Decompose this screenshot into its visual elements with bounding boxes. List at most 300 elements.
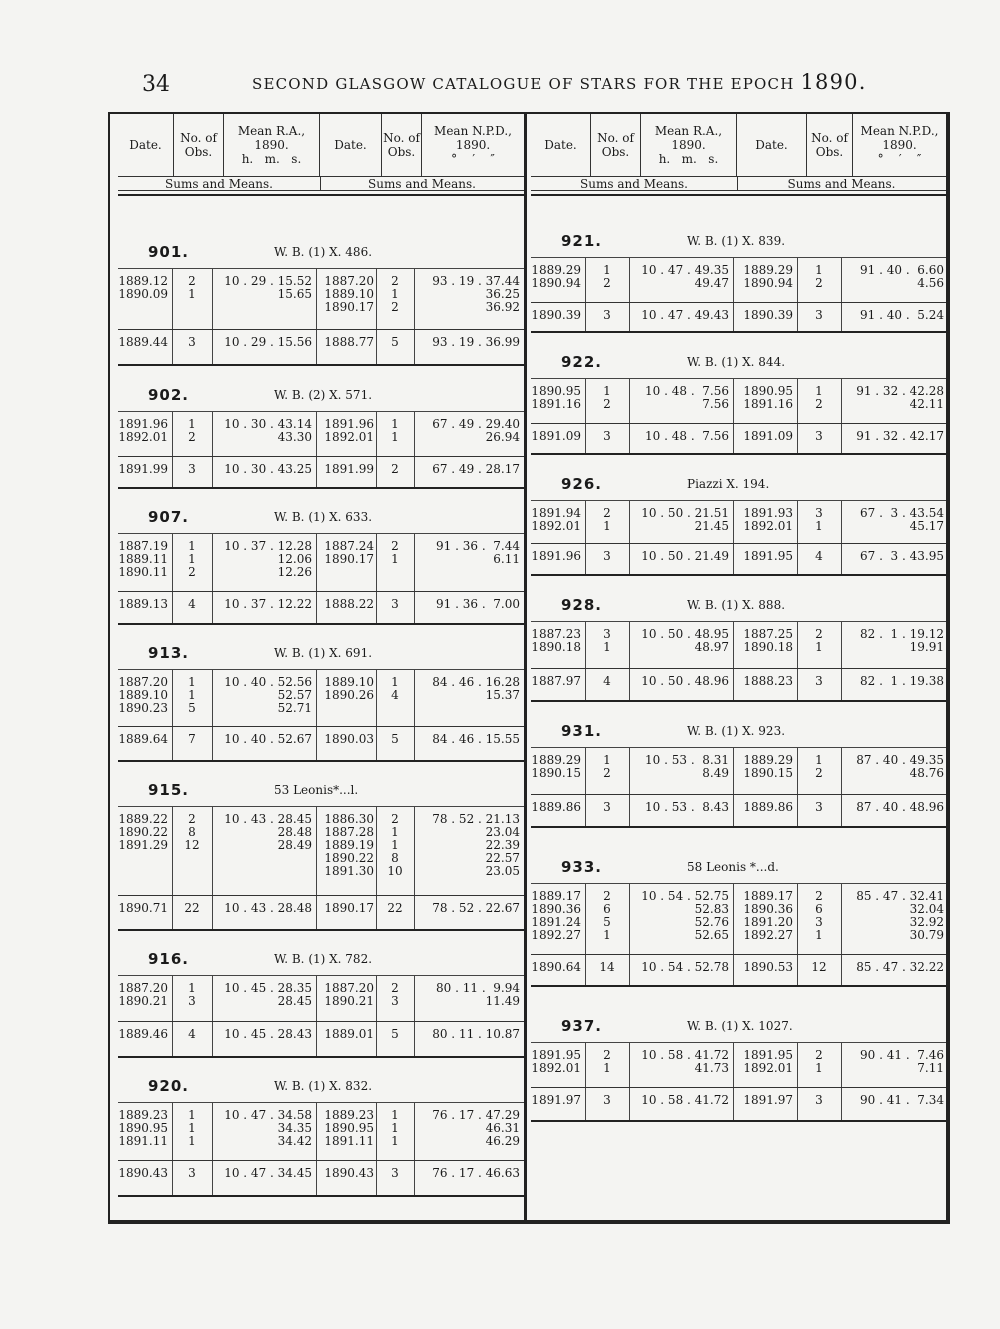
column-rule (841, 622, 842, 668)
column-rule (797, 1043, 798, 1087)
column-rule (172, 592, 173, 623)
column-rule (414, 330, 415, 364)
column-rule (585, 884, 586, 954)
sum-mean-ra: 10 . 54 . 52.78 (641, 960, 729, 974)
obs-date-npd: 1886.30 1887.28 1889.19 1890.22 1891.30 (324, 812, 374, 878)
obs-obs-ra: 1 2 (603, 753, 611, 780)
obs-obs-npd: 3 1 (815, 506, 823, 533)
obs-date-ra: 1889.23 1890.95 1891.11 (118, 1108, 168, 1148)
sum-mean-npd: 87 . 40 . 48.96 (856, 800, 944, 814)
star-heading (118, 494, 524, 534)
star-heading (531, 1003, 946, 1043)
star-designation: W. B. (1) X. 1027. (687, 1019, 793, 1033)
sum-obs-npd: 5 (391, 335, 399, 349)
header-date-ra: Date. (531, 114, 591, 176)
sum-obs-ra: 3 (188, 462, 196, 476)
obs-date-ra: 1891.95 1892.01 (531, 1048, 581, 1075)
sum-date-ra: 1890.64 (531, 960, 581, 974)
sums-row (118, 591, 524, 623)
running-title-year: 1890. (800, 70, 867, 94)
column-rule (733, 1043, 734, 1087)
column-rule (841, 1088, 842, 1120)
sum-obs-ra: 3 (603, 308, 611, 322)
star-designation: W. B. (1) X. 691. (274, 646, 373, 660)
star-designation: W. B. (1) X. 844. (687, 355, 786, 369)
column-rule (629, 258, 630, 302)
header-obs-npd: No. of Obs. (382, 114, 422, 176)
obs-date-ra: 1887.20 1889.10 1890.23 (118, 675, 168, 715)
sum-obs-ra: 7 (188, 732, 196, 746)
sums-and-means-ra: Sums and Means. (165, 177, 273, 191)
star-heading (118, 936, 524, 976)
column-rule (316, 534, 317, 591)
obs-mean-ra: 10 . 58 . 41.72 41.73 (641, 1048, 729, 1075)
column-rule (797, 379, 798, 423)
sum-date-npd: 1889.01 (324, 1027, 374, 1041)
sum-date-npd: 1891.99 (324, 462, 374, 476)
sums-row (118, 1021, 524, 1056)
obs-mean-npd: 80 . 11 . 9.94 11.49 (436, 981, 520, 1008)
obs-mean-npd: 85 . 47 . 32.41 32.04 32.92 30.79 (856, 889, 944, 942)
column-rule (212, 976, 213, 1021)
observation-row (118, 670, 524, 726)
column-rule (797, 501, 798, 543)
obs-date-npd: 1889.17 1890.36 1891.20 1892.27 (743, 889, 793, 942)
column-rule (172, 896, 173, 929)
sum-date-npd: 1890.53 (743, 960, 793, 974)
obs-mean-ra: 10 . 47 . 49.35 49.47 (641, 263, 729, 290)
column-rule (316, 592, 317, 623)
column-rule (316, 1022, 317, 1056)
observation-row (118, 412, 524, 456)
column-rule (585, 795, 586, 826)
obs-obs-ra: 2 1 (603, 506, 611, 533)
star-entry (531, 582, 946, 702)
column-rule (414, 534, 415, 591)
sum-obs-npd: 2 (391, 462, 399, 476)
header-rule (118, 191, 524, 196)
header-mean-ra: Mean R.A., 1890. h. m. s. (641, 114, 737, 176)
sums-row (118, 329, 524, 364)
left-column (118, 114, 524, 1222)
column-rule (212, 670, 213, 726)
star-number: 915. (148, 781, 190, 799)
column-rule (841, 955, 842, 985)
sum-mean-ra: 10 . 37 . 12.22 (224, 597, 312, 611)
column-rule (629, 884, 630, 954)
obs-date-ra: 1890.95 1891.16 (531, 384, 581, 411)
obs-obs-npd: 1 4 (391, 675, 399, 702)
column-rule (585, 669, 586, 700)
star-designation: W. B. (2) X. 571. (274, 388, 373, 402)
column-rule (376, 412, 377, 456)
obs-obs-ra: 1 2 (603, 384, 611, 411)
sum-mean-ra: 10 . 50 . 48.96 (641, 674, 729, 688)
column-rule (733, 424, 734, 453)
obs-date-ra: 1889.29 1890.94 (531, 263, 581, 290)
sum-mean-ra: 10 . 43 . 28.48 (224, 901, 312, 915)
column-rule (212, 727, 213, 760)
column-rule (414, 1103, 415, 1160)
column-rule (841, 303, 842, 331)
observation-row (118, 1103, 524, 1160)
sum-date-npd: 1889.86 (743, 800, 793, 814)
star-designation: W. B. (1) X. 832. (274, 1079, 373, 1093)
column-rule (172, 807, 173, 895)
sum-obs-ra: 3 (603, 1093, 611, 1107)
column-rule (316, 457, 317, 487)
column-rule (212, 534, 213, 591)
column-rule (316, 807, 317, 895)
star-entry (118, 372, 524, 489)
sum-date-npd: 1888.22 (324, 597, 374, 611)
column-rule (797, 303, 798, 331)
obs-date-ra: 1889.17 1890.36 1891.24 1892.27 (531, 889, 581, 942)
sum-mean-ra: 10 . 53 . 8.43 (645, 800, 729, 814)
sum-date-ra: 1891.97 (531, 1093, 581, 1107)
star-number: 901. (148, 243, 190, 261)
observation-row (531, 501, 946, 543)
header-obs-npd: No. of Obs. (807, 114, 853, 176)
sum-obs-npd: 5 (391, 1027, 399, 1041)
column-rule (585, 303, 586, 331)
header-obs-ra: No. of Obs. (174, 114, 224, 176)
sums-row (531, 302, 946, 331)
column-rule (212, 592, 213, 623)
star-entry (118, 494, 524, 625)
column-rule (585, 622, 586, 668)
star-entry (118, 1063, 524, 1197)
column-rule (414, 807, 415, 895)
column-rule (585, 424, 586, 453)
sum-obs-npd: 3 (815, 429, 823, 443)
star-number: 916. (148, 950, 190, 968)
column-rule (212, 269, 213, 329)
star-designation: 53 Leonis*...l. (274, 783, 359, 797)
column-rule (414, 1022, 415, 1056)
obs-obs-npd: 1 1 1 (391, 1108, 399, 1148)
column-rule (172, 727, 173, 760)
column-rule (414, 670, 415, 726)
obs-obs-npd: 1 2 (815, 263, 823, 290)
column-rule (316, 976, 317, 1021)
star-entry (531, 461, 946, 576)
star-designation: W. B. (1) X. 486. (274, 245, 373, 259)
column-rule (733, 955, 734, 985)
column-rule (316, 1103, 317, 1160)
column-rule (172, 534, 173, 591)
column-header (531, 114, 946, 191)
sums-row (531, 954, 946, 985)
star-number: 933. (561, 858, 603, 876)
obs-mean-npd: 90 . 41 . 7.46 7.11 (860, 1048, 944, 1075)
column-rule (841, 424, 842, 453)
sum-date-npd: 1890.03 (324, 732, 374, 746)
column-rule (733, 1088, 734, 1120)
column-rule (172, 1022, 173, 1056)
column-rule (841, 501, 842, 543)
column-rule (797, 795, 798, 826)
obs-date-npd: 1887.20 1889.10 1890.17 (324, 274, 374, 314)
star-heading (118, 372, 524, 412)
observation-row (531, 748, 946, 794)
star-heading (118, 1063, 524, 1103)
star-entry (531, 218, 946, 333)
sums-and-means-row (118, 176, 524, 191)
obs-mean-ra: 10 . 54 . 52.75 52.83 52.76 52.65 (641, 889, 729, 942)
star-designation: W. B. (1) X. 923. (687, 724, 786, 738)
column-rule (172, 457, 173, 487)
column-rule (841, 1043, 842, 1087)
column-rule (585, 544, 586, 574)
column-header (118, 114, 524, 191)
star-number: 921. (561, 232, 603, 250)
sum-obs-ra: 4 (603, 674, 611, 688)
sum-obs-npd: 3 (391, 597, 399, 611)
sum-mean-npd: 90 . 41 . 7.34 (860, 1093, 944, 1107)
header-obs-ra: No. of Obs. (591, 114, 641, 176)
obs-obs-npd: 2 1 1 8 10 (387, 812, 403, 878)
star-entry (531, 844, 946, 987)
column-rule (376, 727, 377, 760)
sums-and-means-row (531, 176, 946, 191)
column-rule (629, 795, 630, 826)
column-rule (629, 955, 630, 985)
sum-mean-ra: 10 . 47 . 34.45 (224, 1166, 312, 1180)
column-rule (841, 884, 842, 954)
obs-date-npd: 1889.29 1890.15 (743, 753, 793, 780)
star-number: 902. (148, 386, 190, 404)
sum-date-npd: 1891.97 (743, 1093, 793, 1107)
column-rule (733, 622, 734, 668)
star-designation: W. B. (1) X. 782. (274, 952, 373, 966)
star-entry (118, 229, 524, 366)
column-rule (414, 412, 415, 456)
sums-row (531, 423, 946, 453)
header-date-npd: Date. (737, 114, 807, 176)
column-rule (212, 330, 213, 364)
sums-row (118, 726, 524, 760)
column-rule (172, 976, 173, 1021)
sum-obs-npd: 3 (815, 800, 823, 814)
sums-and-means-npd: Sums and Means. (368, 177, 476, 191)
column-rule (212, 412, 213, 456)
sum-mean-npd: 76 . 17 . 46.63 (432, 1166, 520, 1180)
sum-date-ra: 1887.97 (531, 674, 581, 688)
obs-date-npd: 1889.23 1890.95 1891.11 (324, 1108, 374, 1148)
star-entry (531, 1003, 946, 1122)
sum-date-npd: 1890.39 (743, 308, 793, 322)
obs-obs-ra: 1 2 (603, 263, 611, 290)
column-rule (585, 501, 586, 543)
star-entry (118, 767, 524, 931)
obs-obs-ra: 2 1 (603, 1048, 611, 1075)
observation-row (118, 534, 524, 591)
column-rule (376, 330, 377, 364)
column-rule (376, 269, 377, 329)
sum-obs-npd: 3 (815, 1093, 823, 1107)
sum-obs-ra: 3 (188, 1166, 196, 1180)
obs-obs-npd: 2 1 (815, 627, 823, 654)
star-entry (118, 630, 524, 762)
column-rule (629, 501, 630, 543)
observation-row (531, 1043, 946, 1087)
header-date-ra: Date. (118, 114, 174, 176)
running-title (252, 70, 867, 94)
column-rule (797, 1088, 798, 1120)
sums-divider (320, 177, 321, 191)
header-mean-npd: Mean N.P.D., 1890. ° ′ ″ (434, 124, 512, 166)
obs-obs-ra: 1 1 1 (188, 1108, 196, 1148)
column-rule (841, 795, 842, 826)
column-rule (414, 896, 415, 929)
obs-date-ra: 1891.94 1892.01 (531, 506, 581, 533)
column-rule (172, 1103, 173, 1160)
sum-mean-ra: 10 . 50 . 21.49 (641, 549, 729, 563)
column-rule (629, 622, 630, 668)
sum-obs-ra: 4 (188, 1027, 196, 1041)
column-rule (629, 669, 630, 700)
obs-obs-ra: 3 1 (603, 627, 611, 654)
page-number: 34 (142, 72, 170, 97)
column-rule (841, 379, 842, 423)
sum-date-ra: 1889.86 (531, 800, 581, 814)
sum-mean-npd: 67 . 49 . 28.17 (432, 462, 520, 476)
star-entry (531, 339, 946, 455)
star-entry (531, 708, 946, 828)
sum-mean-npd: 91 . 32 . 42.17 (856, 429, 944, 443)
obs-date-ra: 1887.23 1890.18 (531, 627, 581, 654)
star-heading (531, 582, 946, 622)
obs-date-ra: 1887.20 1890.21 (118, 981, 168, 1008)
column-rule (797, 748, 798, 794)
column-rule (733, 303, 734, 331)
column-rule (376, 592, 377, 623)
observation-row (118, 807, 524, 895)
sums-row (118, 895, 524, 929)
sum-obs-ra: 3 (188, 335, 196, 349)
column-rule (629, 379, 630, 423)
column-rule (212, 457, 213, 487)
sums-divider (737, 177, 738, 191)
obs-obs-npd: 2 1 2 (391, 274, 399, 314)
obs-mean-ra: 10 . 37 . 12.28 12.06 12.26 (224, 539, 312, 579)
star-designation: W. B. (1) X. 839. (687, 234, 786, 248)
sum-mean-ra: 10 . 40 . 52.67 (224, 732, 312, 746)
sums-row (531, 668, 946, 700)
column-rule (797, 424, 798, 453)
obs-mean-ra: 10 . 40 . 52.56 52.57 52.71 (224, 675, 312, 715)
column-rule (172, 670, 173, 726)
obs-mean-ra: 10 . 50 . 48.95 48.97 (641, 627, 729, 654)
sums-and-means-npd: Sums and Means. (787, 177, 896, 191)
star-designation: 58 Leonis *...d. (687, 860, 779, 874)
sums-row (118, 1160, 524, 1195)
sum-obs-ra: 14 (599, 960, 615, 974)
column-rule (316, 727, 317, 760)
obs-date-ra: 1891.96 1892.01 (118, 417, 168, 444)
obs-obs-ra: 2 1 (188, 274, 196, 301)
right-column (531, 114, 946, 1222)
column-rule (629, 1043, 630, 1087)
sum-date-ra: 1889.13 (118, 597, 168, 611)
column-rule (733, 748, 734, 794)
column-rule (797, 884, 798, 954)
column-rule (629, 1088, 630, 1120)
header-rule (531, 191, 946, 196)
sum-date-npd: 1890.17 (324, 901, 374, 915)
star-entry (118, 936, 524, 1058)
column-rule (376, 1161, 377, 1195)
obs-mean-npd: 91 . 36 . 7.44 6.11 (436, 539, 520, 566)
sum-mean-ra: 10 . 48 . 7.56 (645, 429, 729, 443)
column-rule (376, 896, 377, 929)
column-rule (841, 669, 842, 700)
column-rule (316, 330, 317, 364)
obs-mean-ra: 10 . 48 . 7.56 7.56 (645, 384, 729, 411)
sum-mean-ra: 10 . 47 . 49.43 (641, 308, 729, 322)
obs-mean-ra: 10 . 45 . 28.35 28.45 (224, 981, 312, 1008)
observation-row (531, 379, 946, 423)
sum-date-npd: 1891.09 (743, 429, 793, 443)
obs-date-npd: 1891.96 1892.01 (324, 417, 374, 444)
sums-row (531, 794, 946, 826)
column-rule (733, 795, 734, 826)
obs-obs-ra: 1 1 5 (188, 675, 196, 715)
sums-and-means-ra: Sums and Means. (580, 177, 688, 191)
star-designation: W. B. (1) X. 888. (687, 598, 786, 612)
column-rule (414, 457, 415, 487)
column-rule (797, 258, 798, 302)
obs-mean-npd: 91 . 32 . 42.28 42.11 (856, 384, 944, 411)
sum-obs-ra: 3 (603, 429, 611, 443)
observation-row (531, 622, 946, 668)
sum-date-ra: 1889.46 (118, 1027, 168, 1041)
obs-mean-npd: 91 . 40 . 6.60 4.56 (860, 263, 944, 290)
sum-obs-ra: 22 (184, 901, 200, 915)
column-rule (629, 424, 630, 453)
sum-obs-npd: 22 (387, 901, 403, 915)
column-rule (316, 412, 317, 456)
header-mean-npd: Mean N.P.D., 1890. ° ′ ″ (860, 124, 939, 166)
sum-date-ra: 1891.09 (531, 429, 581, 443)
obs-date-ra: 1889.22 1890.22 1891.29 (118, 812, 168, 852)
star-heading (531, 339, 946, 379)
obs-mean-ra: 10 . 43 . 28.45 28.48 28.49 (224, 812, 312, 852)
column-rule (212, 1022, 213, 1056)
star-heading (118, 229, 524, 269)
sums-row (118, 456, 524, 487)
column-rule (585, 748, 586, 794)
star-heading (531, 708, 946, 748)
star-number: 931. (561, 722, 603, 740)
column-rule (376, 976, 377, 1021)
sum-date-ra: 1890.43 (118, 1166, 168, 1180)
obs-date-npd: 1890.95 1891.16 (743, 384, 793, 411)
obs-mean-ra: 10 . 53 . 8.31 8.49 (645, 753, 729, 780)
sum-date-ra: 1889.44 (118, 335, 168, 349)
obs-obs-ra: 2 6 5 1 (603, 889, 611, 942)
column-rule (414, 976, 415, 1021)
obs-obs-npd: 1 1 (391, 417, 399, 444)
sum-date-ra: 1891.96 (531, 549, 581, 563)
star-heading (118, 630, 524, 670)
obs-obs-npd: 2 3 (391, 981, 399, 1008)
sums-row (531, 543, 946, 574)
obs-mean-npd: 93 . 19 . 37.44 36.25 36.92 (432, 274, 520, 314)
sum-mean-npd: 82 . 1 . 19.38 (860, 674, 944, 688)
column-rule (172, 412, 173, 456)
